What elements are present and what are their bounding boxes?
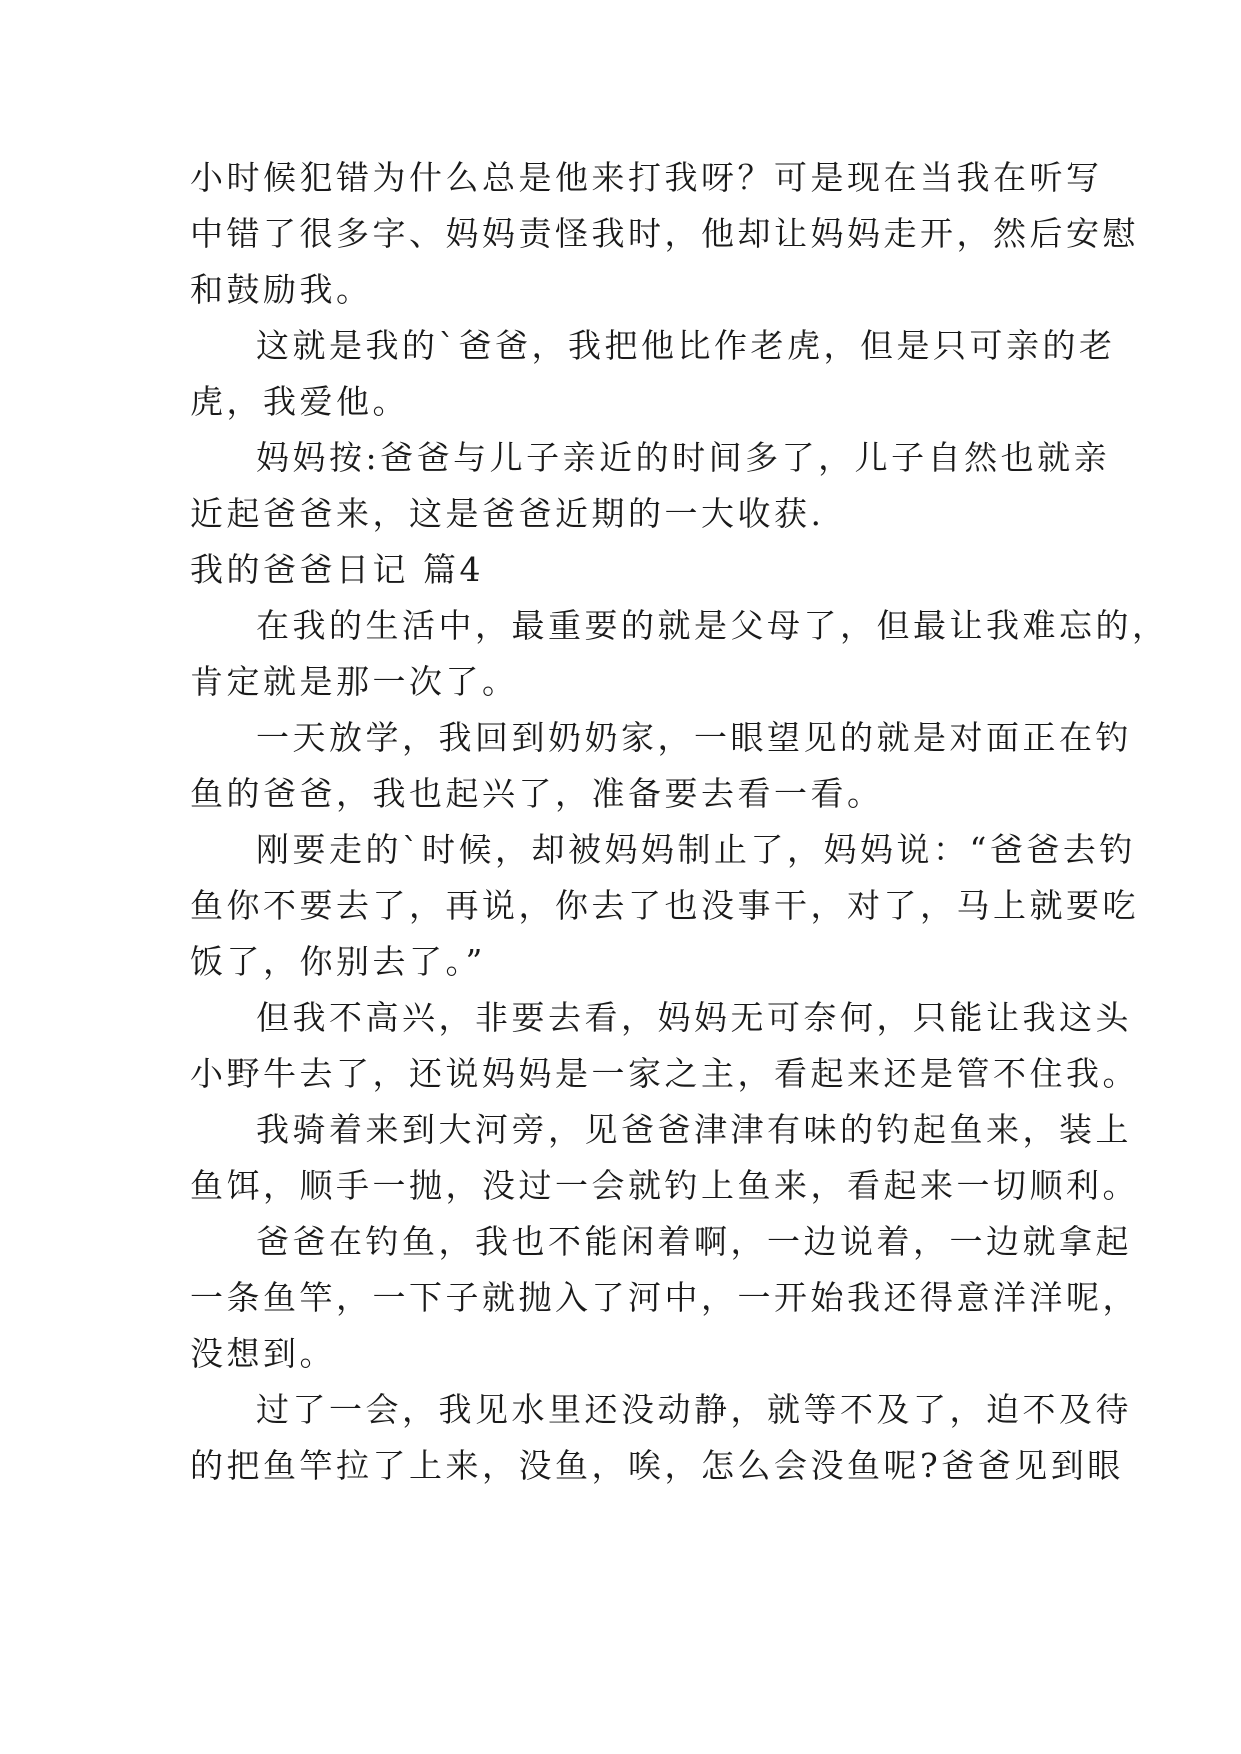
paragraph-first-line: 但我不高兴，非要去看，妈妈无可奈何，只能让我这头 <box>256 998 1132 1037</box>
text-line: 中错了很多字、妈妈责怪我时，他却让妈妈走开，然后安慰 <box>190 214 1139 253</box>
paragraph-first-line: 过了一会，我见水里还没动静，就等不及了，迫不及待 <box>256 1390 1132 1429</box>
text-line: 鱼饵，顺手一抛，没过一会就钓上鱼来，看起来一切顺利。 <box>190 1166 1139 1205</box>
paragraph-first-line: 妈妈按:爸爸与儿子亲近的时间多了，儿子自然也就亲 <box>256 438 1111 477</box>
paragraph-first-line: 刚要走的`时候，却被妈妈制止了，妈妈说：“爸爸去钓 <box>256 830 1136 869</box>
text-line: 鱼你不要去了，再说，你去了也没事干，对了，马上就要吃 <box>190 886 1139 925</box>
paragraph-first-line: 这就是我的`爸爸，我把他比作老虎，但是只可亲的老 <box>256 326 1116 365</box>
text-line: 的把鱼竿拉了上来，没鱼，唉，怎么会没鱼呢?爸爸见到眼 <box>190 1446 1124 1485</box>
paragraph-first-line: 我骑着来到大河旁，见爸爸津津有味的钓起鱼来，装上 <box>256 1110 1132 1149</box>
text-line: 近起爸爸来，这是爸爸近期的一大收获. <box>190 494 825 533</box>
text-line: 肯定就是那一次了。 <box>190 662 519 701</box>
paragraph-first-line: 一天放学，我回到奶奶家，一眼望见的就是对面正在钓 <box>256 718 1132 757</box>
section-heading: 我的爸爸日记 篇4 <box>190 550 484 589</box>
text-line: 和鼓励我。 <box>190 270 373 309</box>
text-line: 鱼的爸爸，我也起兴了，准备要去看一看。 <box>190 774 884 813</box>
text-line: 小时候犯错为什么总是他来打我呀？可是现在当我在听写 <box>190 158 1103 197</box>
paragraph-first-line: 在我的生活中，最重要的就是父母了，但最让我难忘的， <box>256 606 1169 645</box>
text-line: 虎，我爱他。 <box>190 382 409 421</box>
paragraph-first-line: 爸爸在钓鱼，我也不能闲着啊，一边说着，一边就拿起 <box>256 1222 1132 1261</box>
text-line: 一条鱼竿，一下子就抛入了河中，一开始我还得意洋洋呢， <box>190 1278 1139 1317</box>
text-line: 没想到。 <box>190 1334 336 1373</box>
text-line: 饭了，你别去了。” <box>190 942 486 981</box>
text-line: 小野牛去了，还说妈妈是一家之主，看起来还是管不住我。 <box>190 1054 1139 1093</box>
